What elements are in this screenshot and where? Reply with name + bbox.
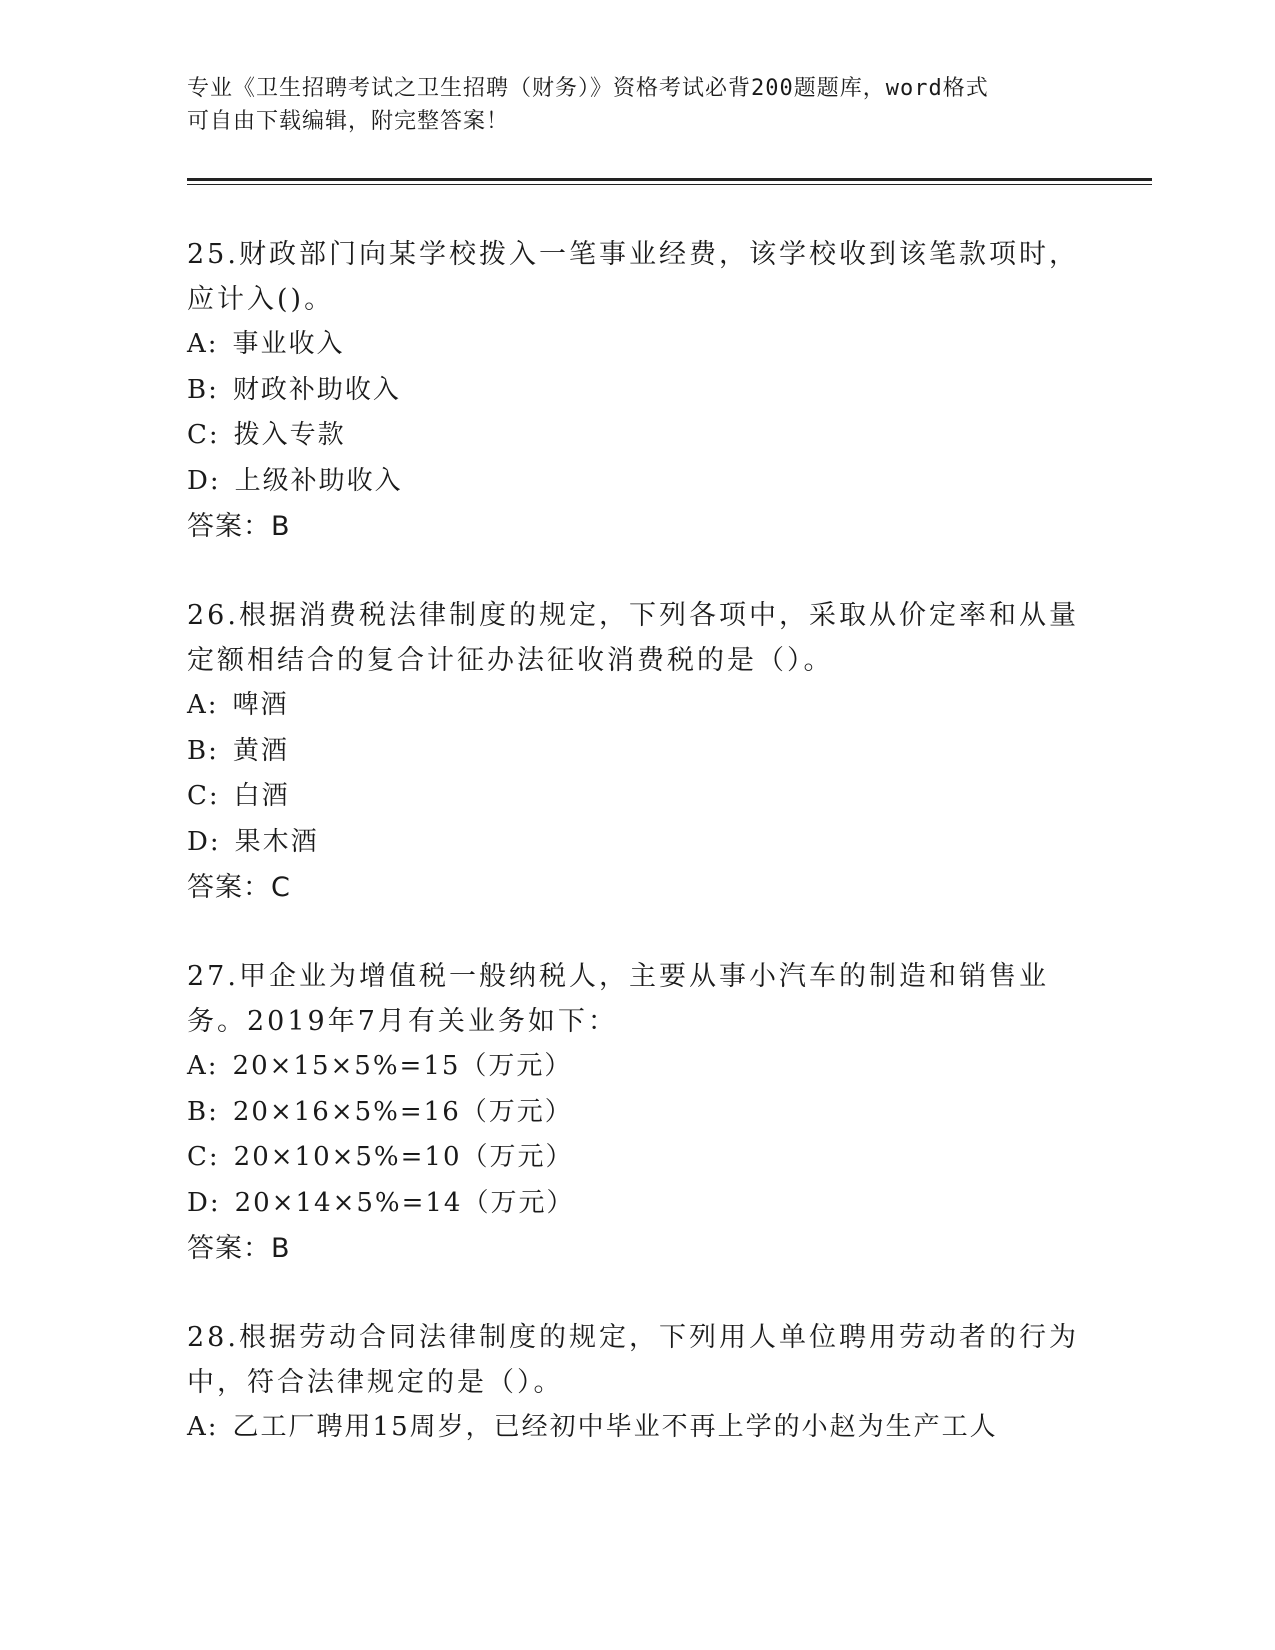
option-label: A: [187, 1412, 219, 1442]
question-26 [187, 593, 1087, 910]
option-text: 上级补助收入 [234, 465, 403, 496]
option-text: 20×16×5%=16（万元） [232, 1096, 573, 1127]
header-rule-thick [187, 178, 1152, 181]
option-text: 财政补助收入 [232, 374, 401, 405]
option-label: B: [187, 1096, 219, 1127]
header-rule-thin [187, 184, 1152, 185]
question-27 [187, 954, 1087, 1271]
option-text: 拨入专款 [233, 420, 346, 450]
option-a [187, 322, 1087, 368]
option-b [187, 368, 1087, 414]
option-text: 乙工厂聘用15周岁，已经初中毕业不再上学的小赵为生产工人 [232, 1412, 998, 1442]
option-a [187, 683, 1087, 729]
option-a [187, 1044, 1087, 1090]
option-label: C: [187, 1142, 220, 1172]
option-d [187, 820, 1087, 866]
option-label: B: [187, 735, 219, 766]
option-a [187, 1405, 1087, 1451]
option-label: D: [187, 465, 221, 496]
question-text: 26.根据消费税法律制度的规定，下列各项中，采取从价定率和从量定额相结合的复合计征办法征收消费税的是（）。 [187, 600, 1079, 676]
answer: 答案：C [187, 872, 291, 903]
option-text: 啤酒 [232, 690, 289, 720]
option-label: A: [187, 1051, 219, 1081]
option-d [187, 1181, 1087, 1227]
option-b [187, 1090, 1087, 1136]
option-text: 黄酒 [232, 735, 289, 766]
option-label: D: [187, 826, 221, 857]
option-text: 事业收入 [232, 329, 345, 359]
option-text: 20×10×5%=10（万元） [233, 1142, 574, 1172]
question-28 [187, 1315, 1087, 1451]
option-text: 20×15×5%=15（万元） [232, 1051, 573, 1081]
question-list [187, 232, 1087, 1495]
question-text: 28.根据劳动合同法律制度的规定，下列用人单位聘用劳动者的行为中，符合法律规定的是（）。 [187, 1322, 1079, 1398]
option-label: D: [187, 1187, 221, 1218]
header-line-2: 可自由下载编辑，附完整答案！ [187, 109, 510, 134]
question-text: 27.甲企业为增值税一般纳税人，主要从事小汽车的制造和销售业务。2019年7月有关业务如下： [187, 961, 1049, 1037]
option-c [187, 774, 1087, 820]
document-header [187, 72, 1087, 138]
question-25 [187, 232, 1087, 549]
option-c [187, 413, 1087, 459]
option-label: B: [187, 374, 219, 405]
answer: 答案：B [187, 1233, 291, 1264]
option-c [187, 1135, 1087, 1181]
option-d [187, 459, 1087, 505]
option-label: C: [187, 781, 220, 811]
header-line-1: 专业《卫生招聘考试之卫生招聘（财务）》资格考试必背200题题库，word格式 [187, 76, 989, 101]
question-text: 25.财政部门向某学校拨入一笔事业经费，该学校收到该笔款项时，应计入()。 [187, 239, 1079, 315]
option-label: C: [187, 420, 220, 450]
answer: 答案：B [187, 511, 291, 542]
option-label: A: [187, 690, 219, 720]
option-text: 白酒 [233, 781, 290, 811]
option-label: A: [187, 329, 219, 359]
option-text: 果木酒 [234, 826, 319, 857]
option-b [187, 729, 1087, 775]
option-text: 20×14×5%=14（万元） [234, 1187, 575, 1218]
